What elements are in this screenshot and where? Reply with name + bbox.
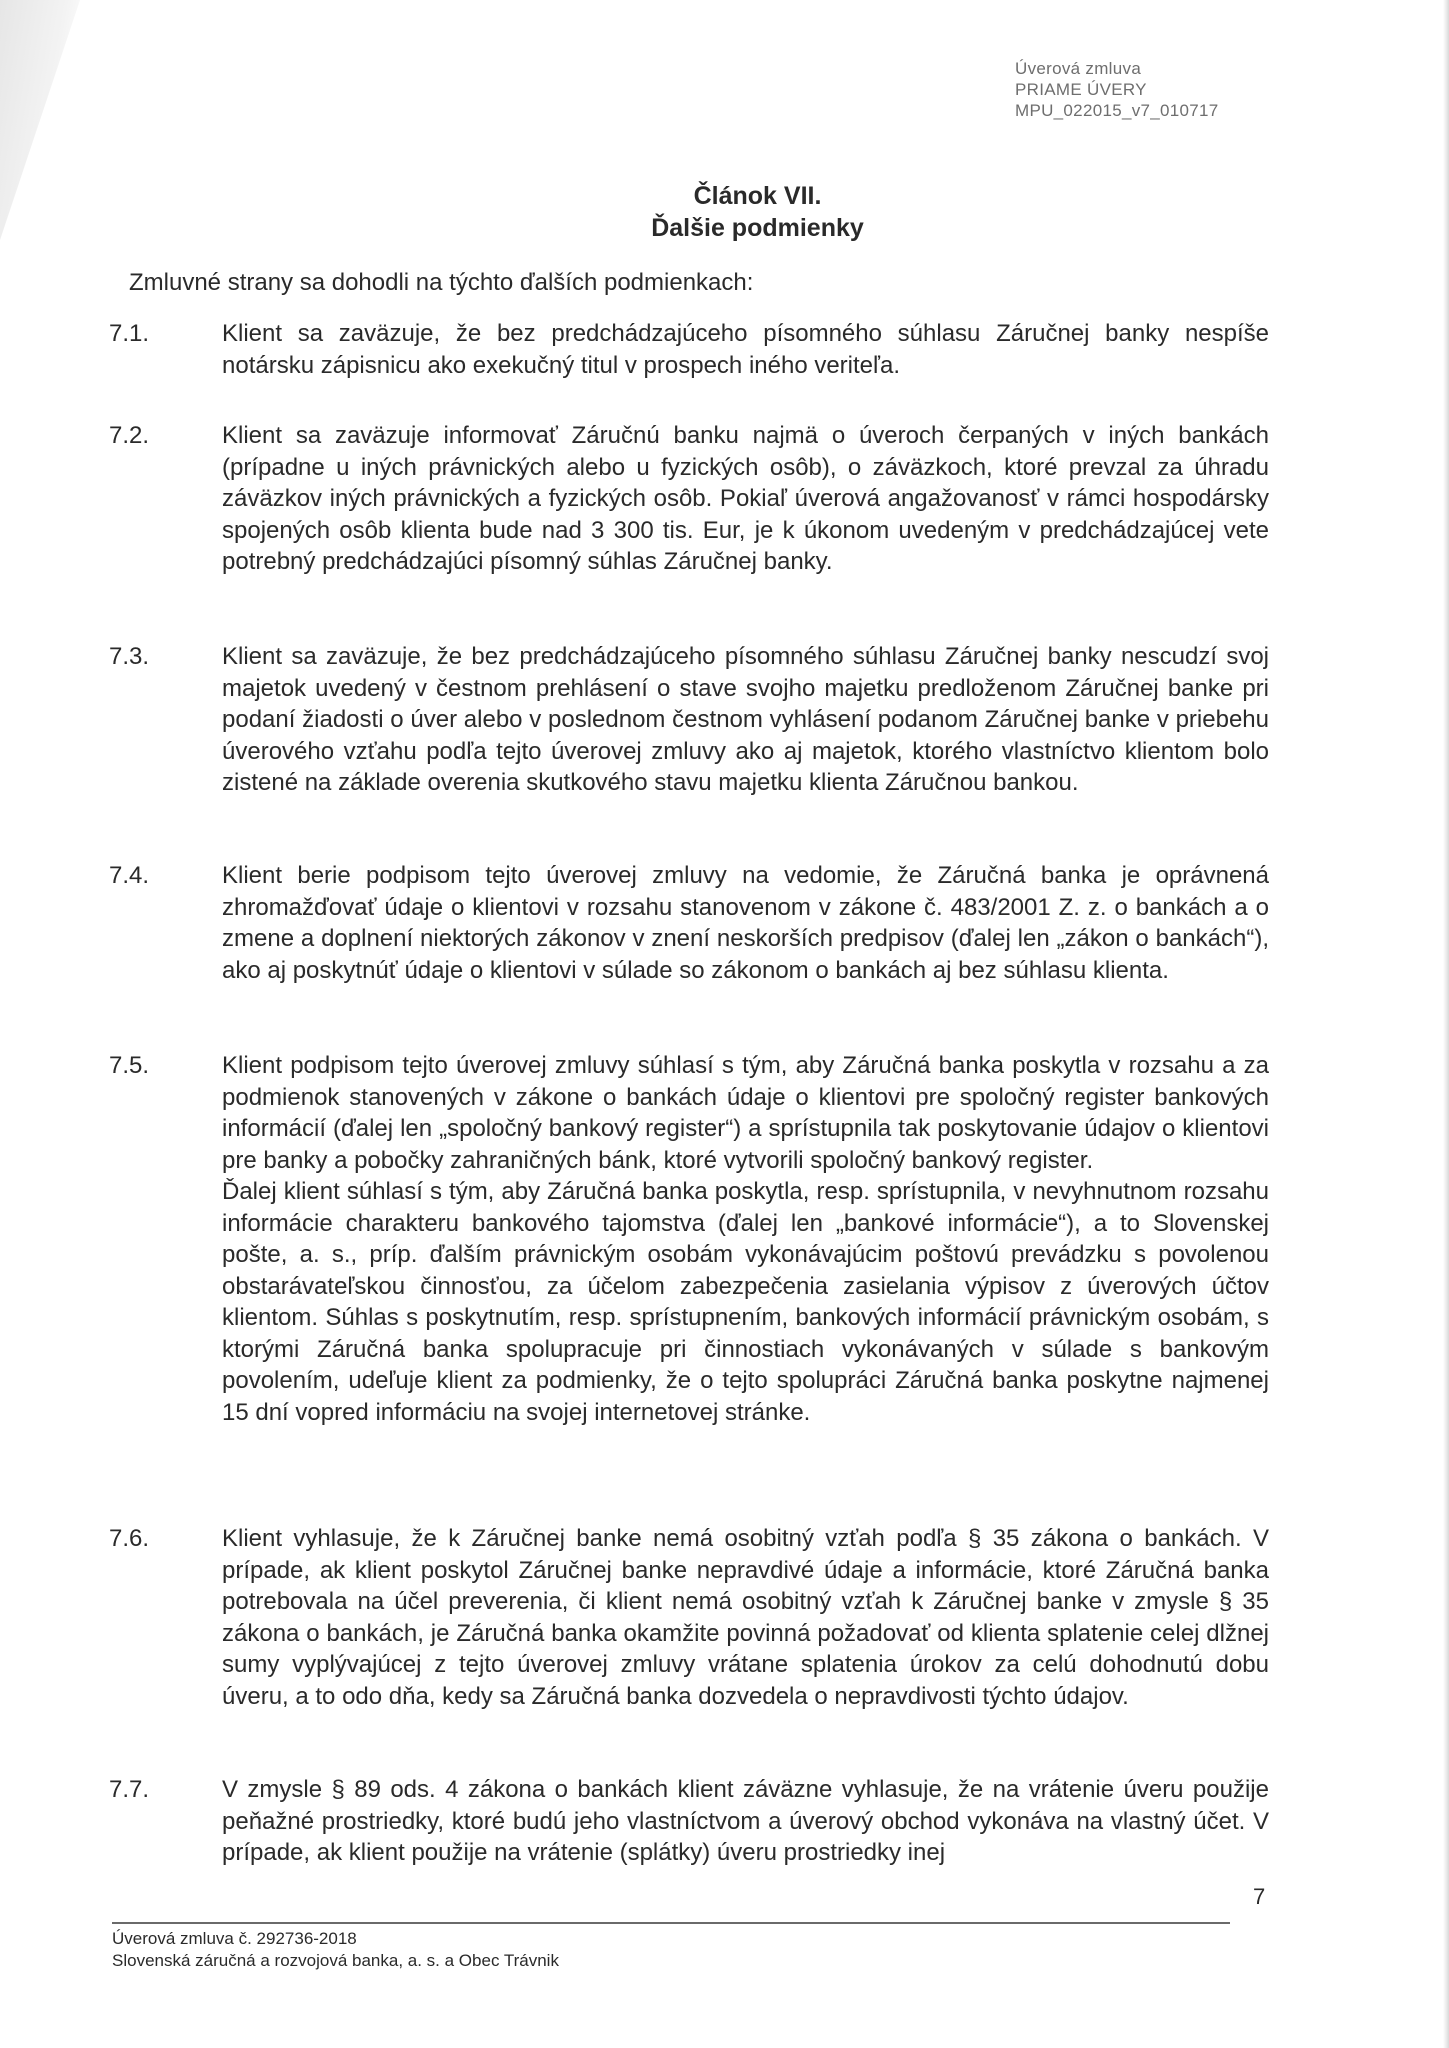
scan-page-edge [1443, 0, 1449, 2048]
section-number: 7.3. [109, 643, 150, 670]
section-text [222, 1050, 1269, 1428]
section-text [222, 1774, 1269, 1869]
section-text [222, 420, 1269, 578]
section-number: 7.1. [109, 320, 150, 347]
section-paragraph: Klient podpisom tejto úverovej zmluvy súhlasí s tým, aby Záručná banka poskytla v rozsahu a za podmienok stanovených v zákone o bankách údaje o klientovi pre spoločný register bankových informácií (ďalej len „spoločný bankový register“) a sprístupnila tak poskytovanie údajov o klientovi pre banky a pobočky zahraničných bánk, ktoré vytvorili spoločný bankový register. [222, 1052, 1269, 1174]
section-7-1 [109, 318, 1269, 381]
section-number: 7.2. [109, 422, 150, 449]
header-template-code: MPU_022015_v7_010717 [1015, 101, 1219, 120]
section-7-2 [109, 420, 1269, 578]
article-intro: Zmluvné strany sa dohodli na týchto ďalších podmienkach: [129, 269, 754, 296]
section-number: 7.7. [109, 1776, 150, 1803]
section-number: 7.6. [109, 1525, 150, 1552]
footer-divider [112, 1922, 1230, 1924]
section-number: 7.5. [109, 1052, 150, 1079]
article-number-heading: Článok VII. [693, 182, 822, 210]
footer-contract-number: Úverová zmluva č. 292736-2018 [112, 1929, 357, 1948]
header-product: PRIAME ÚVERY [1015, 80, 1147, 99]
section-paragraph: Klient sa zaväzuje, že bez predchádzajúceho písomného súhlasu Záručnej banky nescudzí svoj majetok uvedený v čestnom prehlásení o stave svojho majetku predloženom Záručnej banke pri podaní žiadosti o úver alebo v poslednom čestnom vyhlásení podanom Záručnej banke v priebehu úverového vzťahu podľa tejto úverovej zmluvy ako aj majetok, ktorého vlastníctvo klientom bolo zistené na základe overenia skutkového stavu majetku klienta Záručnou bankou. [222, 643, 1269, 796]
page-number: 7 [1253, 1884, 1266, 1909]
section-paragraph: Klient vyhlasuje, že k Záručnej banke nemá osobitný vzťah podľa § 35 zákona o bankách. V prípade, ak klient poskytol Záručnej banke nepravdivé údaje a informácie, ktoré Záručná banka potrebovala na účel preverenia, či klient nemá osobitný vzťah k Záručnej banke v zmysle § 35 zákona o bankách, je Záručná banka okamžite povinná požadovať od klienta splatenie celej dlžnej sumy vyplývajúcej z tejto úverovej zmluvy vrátane splatenia úrokov za celú dohodnutú dobu úveru, a to odo dňa, kedy sa Záručná banka dozvedela o nepravdivosti týchto údajov. [222, 1525, 1269, 1710]
section-paragraph: Klient sa zaväzuje informovať Záručnú banku najmä o úveroch čerpaných v iných bankách (prípadne u iných právnických alebo u fyzických osôb), o záväzkoch, ktoré prevzal za úhradu záväzkov iných právnických a fyzických osôb. Pokiaľ úverová angažovanosť v rámci hospodársky spojených osôb klienta bude nad 3 300 tis. Eur, je k úkonom uvedeným v predchádzajúcej vete potrebný predchádzajúci písomný súhlas Záručnej banky. [222, 422, 1269, 575]
section-7-3 [109, 641, 1269, 799]
section-number: 7.4. [109, 862, 150, 889]
section-text [222, 860, 1269, 986]
document-footer [112, 1928, 559, 1972]
section-text [222, 641, 1269, 799]
section-paragraph: Klient berie podpisom tejto úverovej zmluvy na vedomie, že Záručná banka je oprávnená zhromažďovať údaje o klientovi v rozsahu stanovenom v zákone č. 483/2001 Z. z. o bankách a o zmene a doplnení niektorých zákonov v znení neskorších predpisov (ďalej len „zákon o bankách“), ako aj poskytnúť údaje o klientovi v súlade so zákonom o bankách aj bez súhlasu klienta. [222, 862, 1269, 984]
footer-parties: Slovenská záručná a rozvojová banka, a. s. a Obec Trávnik [112, 1951, 559, 1970]
section-7-6 [109, 1523, 1269, 1712]
document-header-meta [1015, 58, 1219, 121]
section-text [222, 1523, 1269, 1712]
section-paragraph: V zmysle § 89 ods. 4 zákona o bankách klient záväzne vyhlasuje, že na vrátenie úveru použije peňažné prostriedky, ktoré budú jeho vlastníctvom a úverový obchod vykonáva na vlastný účet. V prípade, ak klient použije na vrátenie (splátky) úveru prostriedky inej [222, 1776, 1269, 1866]
section-7-7 [109, 1774, 1269, 1869]
section-paragraph: Klient sa zaväzuje, že bez predchádzajúceho písomného súhlasu Záručnej banky nespíše notársku zápisnicu ako exekučný titul v prospech iného veriteľa. [222, 320, 1269, 379]
section-text [222, 318, 1269, 381]
article-title-heading: Ďalšie podmienky [651, 214, 864, 242]
header-doc-type: Úverová zmluva [1015, 59, 1142, 78]
section-paragraph: Ďalej klient súhlasí s tým, aby Záručná banka poskytla, resp. sprístupnila, v nevyhnutnom rozsahu informácie charakteru bankového tajomstva (ďalej len „bankové informácie“), a to Slovenskej pošte, a. s., príp. ďalším právnickým osobám vykonávajúcim poštovú prevádzku s povolenou obstarávateľskou činnosťou, za účelom zabezpečenia zasielania výpisov z úverových účtov klientom. Súhlas s poskytnutím, resp. sprístupnením, bankových informácií právnickým osobám, s ktorými Záručná banka spolupracuje pri činnostiach vykonávaných v súlade s bankovým povolením, udeľuje klient za podmienky, že o tejto spolupráci Záručná banka poskytne najmenej 15 dní vopred informáciu na svojej internetovej stránke. [222, 1178, 1269, 1426]
section-7-4 [109, 860, 1269, 986]
section-7-5 [109, 1050, 1269, 1428]
